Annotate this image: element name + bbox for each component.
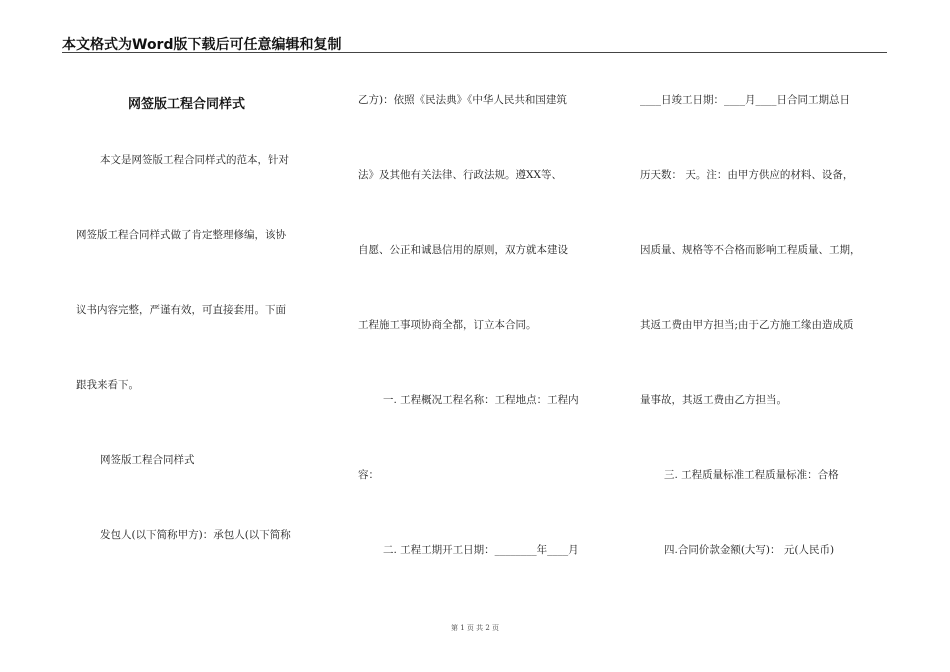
header-rule	[62, 52, 887, 53]
col2-line-3: 自愿、公正和诚恳信用的原则，双方就本建设	[358, 244, 568, 256]
col3-line-3: 因质量、规格等不合格而影响工程质量、工期，	[640, 244, 861, 256]
col1-line-6: 发包人(以下简称甲方)：承包人(以下简称	[100, 529, 291, 541]
col2-line-6: 容：	[358, 469, 379, 481]
col2-line-2: 法》及其他有关法律、行政法规。遵XX等、	[358, 169, 562, 181]
col1-line-2: 网签版工程合同样式做了肯定整理修编，该协	[76, 229, 286, 241]
col1-line-1: 本文是网签版工程合同样式的范本，针对	[100, 154, 289, 166]
col2-line-1: 乙方)：依照《民法典》《中华人民共和国建筑	[358, 94, 567, 106]
col3-line-1: ____日竣工日期：____月____日合同工期总日	[640, 94, 850, 106]
col1-line-3: 议书内容完整，严谨有效，可直接套用。下面	[76, 304, 286, 316]
col1-line-5: 网签版工程合同样式	[100, 454, 195, 466]
col2-line-5: 一. 工程概况工程名称：工程地点：工程内	[383, 394, 579, 406]
col3-line-5: 量事故，其返工费由乙方担当。	[640, 394, 787, 406]
col2-line-4: 工程施工事项协商全都，订立本合同。	[358, 319, 537, 331]
col1-line-4: 跟我来看下。	[76, 379, 139, 391]
col2-line-7: 二. 工程工期开工日期：________年____月	[383, 544, 579, 556]
col3-line-6: 三. 工程质量标准工程质量标准：合格	[664, 469, 839, 481]
document-banner: 本文格式为Word版下载后可任意编辑和复制	[62, 37, 342, 53]
col3-line-2: 历天数： 天。注：由甲方供应的材料、设备，	[640, 169, 854, 181]
col3-line-4: 其返工费由甲方担当;由于乙方施工缘由造成质	[640, 319, 854, 331]
col3-line-7: 四.合同价款金额(大写)： 元(人民币)	[664, 544, 835, 556]
document-title: 网签版工程合同样式	[128, 97, 246, 112]
page-number: 第 1 页 共 2 页	[450, 624, 500, 632]
